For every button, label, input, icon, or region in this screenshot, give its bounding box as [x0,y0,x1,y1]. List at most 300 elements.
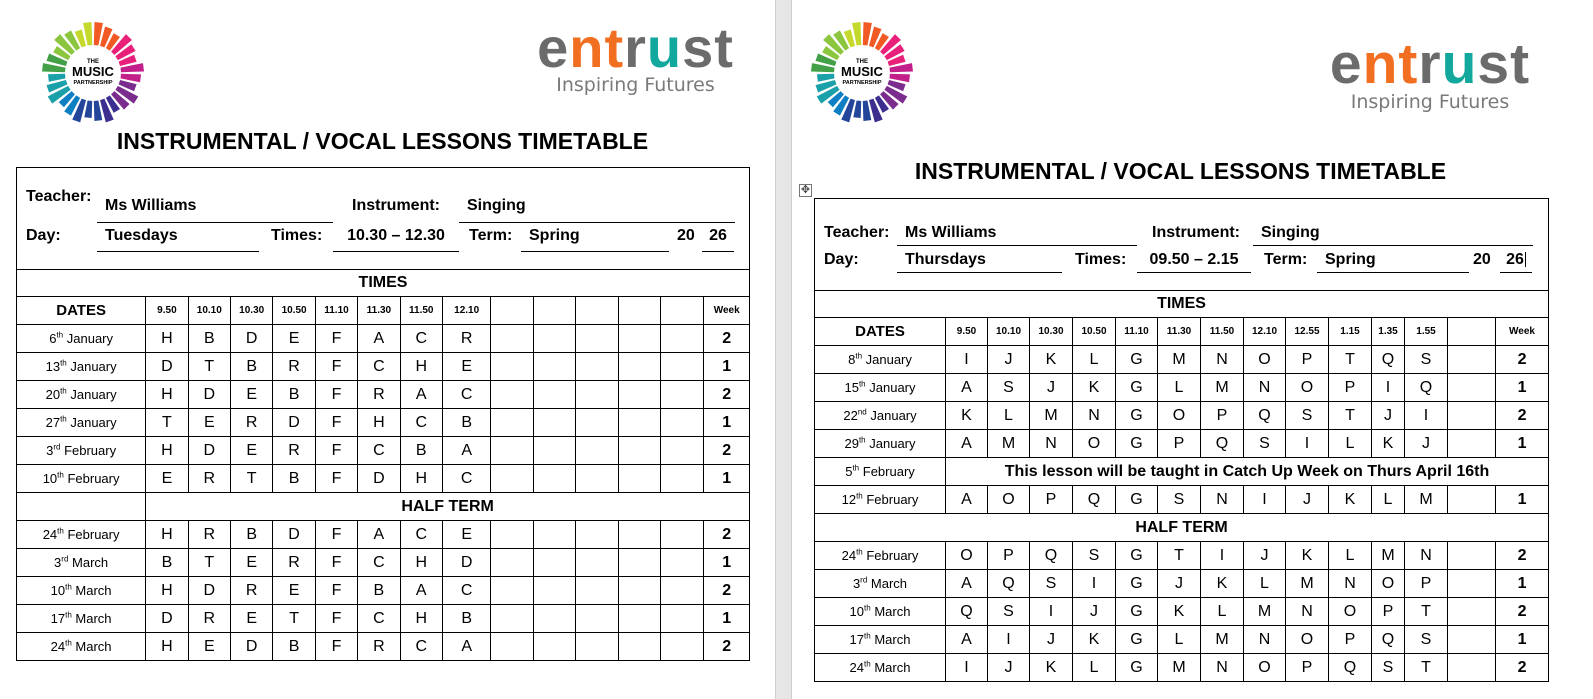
lesson-cell[interactable]: R [273,437,315,465]
lesson-cell[interactable]: A [946,626,988,654]
lesson-cell[interactable]: I [1073,570,1116,598]
lesson-cell[interactable]: P [1329,374,1372,402]
lesson-cell[interactable]: F [315,409,357,437]
lesson-cell[interactable]: O [1244,346,1286,374]
lesson-cell[interactable]: L [1372,486,1405,514]
lesson-cell[interactable]: J [988,654,1030,682]
lesson-cell[interactable]: N [1201,654,1244,682]
lesson-cell[interactable]: G [1116,626,1158,654]
lesson-cell[interactable] [660,465,703,493]
day-value[interactable]: Thursdays [897,251,1062,273]
lesson-cell[interactable]: G [1116,374,1158,402]
lesson-cell[interactable]: S [1244,430,1286,458]
lesson-cell[interactable]: M [1372,542,1405,570]
lesson-cell[interactable] [491,549,533,577]
lesson-cell[interactable]: L [1158,374,1201,402]
lesson-cell[interactable]: R [358,633,400,661]
lesson-cell[interactable]: E [231,605,273,633]
lesson-cell[interactable]: R [358,381,400,409]
lesson-cell[interactable] [576,381,618,409]
lesson-cell[interactable]: T [146,409,188,437]
times-value[interactable]: 10.30 – 12.30 [333,227,459,252]
lesson-cell[interactable]: R [231,409,273,437]
lesson-cell[interactable]: A [400,577,442,605]
lesson-cell[interactable]: S [1158,486,1201,514]
lesson-cell[interactable]: T [273,605,315,633]
lesson-cell[interactable]: D [231,633,273,661]
lesson-cell[interactable]: L [1244,570,1286,598]
lesson-cell[interactable]: K [1073,626,1116,654]
lesson-cell[interactable]: I [946,346,988,374]
lesson-cell[interactable]: L [1329,542,1372,570]
lesson-cell[interactable] [660,437,703,465]
lesson-cell[interactable]: O [946,542,988,570]
lesson-cell[interactable] [491,437,533,465]
lesson-cell[interactable]: R [231,577,273,605]
lesson-cell[interactable]: A [358,521,400,549]
lesson-cell[interactable]: Q [988,570,1030,598]
date-cell: 13th January [17,353,146,381]
lesson-cell[interactable]: B [231,353,273,381]
year-suffix[interactable]: 26 [702,227,734,252]
lesson-cell[interactable] [491,633,533,661]
lesson-cell[interactable]: H [400,549,442,577]
lesson-cell[interactable]: P [1286,654,1329,682]
lesson-cell[interactable]: L [1073,654,1116,682]
lesson-cell[interactable] [1448,654,1496,682]
lesson-cell[interactable]: J [1158,570,1201,598]
date-cell: 24th March [17,633,146,661]
lesson-cell[interactable] [618,409,660,437]
lesson-cell[interactable]: B [146,549,188,577]
lesson-cell[interactable]: C [442,577,490,605]
lesson-cell[interactable]: S [1030,570,1073,598]
lesson-cell[interactable]: R [188,605,230,633]
lesson-cell[interactable]: T [1158,542,1201,570]
lesson-cell[interactable]: P [1329,626,1372,654]
lesson-cell[interactable]: I [1372,374,1405,402]
lesson-cell[interactable] [576,521,618,549]
lesson-cell[interactable]: E [231,437,273,465]
lesson-cell[interactable]: E [273,325,315,353]
lesson-cell[interactable] [1448,346,1496,374]
lesson-cell[interactable]: F [315,381,357,409]
lesson-cell[interactable]: M [988,430,1030,458]
lesson-cell[interactable]: O [1286,626,1329,654]
lesson-cell[interactable] [576,577,618,605]
lesson-cell[interactable]: I [946,654,988,682]
lesson-cell[interactable]: R [442,325,490,353]
lesson-cell[interactable]: C [400,409,442,437]
lesson-cell[interactable]: F [315,437,357,465]
lesson-cell[interactable]: T [1329,402,1372,430]
lesson-cell[interactable]: F [315,633,357,661]
lesson-cell[interactable]: F [315,521,357,549]
lesson-cell[interactable]: R [188,521,230,549]
lesson-cell[interactable]: M [1158,346,1201,374]
lesson-cell[interactable]: N [1030,430,1073,458]
lesson-cell[interactable] [618,577,660,605]
lesson-cell[interactable] [618,549,660,577]
lesson-cell[interactable]: O [988,486,1030,514]
lesson-cell[interactable]: E [188,633,230,661]
lesson-cell[interactable]: M [1158,654,1201,682]
lesson-cell[interactable]: S [1405,346,1448,374]
lesson-cell[interactable]: K [1158,598,1201,626]
lesson-cell[interactable]: H [146,521,188,549]
lesson-cell[interactable]: B [442,409,490,437]
page-gap [775,0,792,699]
lesson-cell[interactable] [660,353,703,381]
lesson-cell[interactable]: L [1158,626,1201,654]
lesson-cell[interactable] [533,381,575,409]
lesson-cell[interactable]: G [1116,486,1158,514]
lesson-cell[interactable]: O [1329,598,1372,626]
lesson-cell[interactable]: R [188,465,230,493]
lesson-cell[interactable]: T [188,353,230,381]
lesson-cell[interactable]: L [1201,598,1244,626]
date-cell: 15th January [815,374,946,402]
lesson-cell[interactable]: T [188,549,230,577]
lesson-cell[interactable] [576,437,618,465]
lesson-cell[interactable]: I [1405,402,1448,430]
lesson-cell[interactable] [576,605,618,633]
lesson-cell[interactable]: Q [1372,626,1405,654]
lesson-cell[interactable]: L [1073,346,1116,374]
lesson-cell[interactable]: G [1116,570,1158,598]
lesson-cell[interactable] [660,521,703,549]
lesson-cell[interactable]: J [1030,626,1073,654]
lesson-cell[interactable]: H [146,437,188,465]
table-move-handle-icon[interactable]: ✥ [800,184,811,196]
lesson-cell[interactable] [660,381,703,409]
lesson-cell[interactable]: K [1286,542,1329,570]
lesson-cell[interactable] [618,605,660,633]
lesson-cell[interactable]: A [400,381,442,409]
lesson-cell[interactable]: A [442,437,490,465]
lesson-cell[interactable]: K [1372,430,1405,458]
lesson-cell[interactable] [618,353,660,381]
lesson-cell[interactable]: R [273,353,315,381]
lesson-cell[interactable]: I [988,626,1030,654]
lesson-cell[interactable]: C [442,465,490,493]
lesson-cell[interactable]: H [400,605,442,633]
lesson-cell[interactable] [491,381,533,409]
lesson-cell[interactable]: K [1030,654,1073,682]
times-value[interactable]: 09.50 – 2.15 [1137,251,1251,273]
lesson-cell[interactable] [533,409,575,437]
lesson-cell[interactable]: N [1405,542,1448,570]
lesson-cell[interactable] [660,633,703,661]
lesson-cell[interactable] [618,633,660,661]
lesson-cell[interactable] [1448,430,1496,458]
lesson-cell[interactable]: B [273,381,315,409]
lesson-cell[interactable]: I [1286,430,1329,458]
lesson-cell[interactable]: M [1286,570,1329,598]
lesson-cell[interactable]: A [946,570,988,598]
week-cell: 2 [704,325,750,353]
lesson-cell[interactable]: C [358,549,400,577]
lesson-cell[interactable]: C [358,437,400,465]
lesson-cell[interactable] [576,465,618,493]
lesson-cell[interactable]: F [315,549,357,577]
lesson-cell[interactable]: C [400,633,442,661]
lesson-cell[interactable]: D [442,549,490,577]
lesson-cell[interactable]: N [1073,402,1116,430]
lesson-cell[interactable]: B [231,521,273,549]
day-value[interactable]: Tuesdays [97,227,259,252]
lesson-cell[interactable] [533,325,575,353]
lesson-cell[interactable]: S [1372,654,1405,682]
lesson-cell[interactable]: A [442,633,490,661]
lesson-cell[interactable]: A [946,486,988,514]
lesson-cell[interactable]: B [358,577,400,605]
lesson-cell[interactable] [1448,374,1496,402]
lesson-cell[interactable]: J [1405,430,1448,458]
lesson-cell[interactable] [491,465,533,493]
lesson-cell[interactable]: T [1329,346,1372,374]
lesson-cell[interactable]: F [315,605,357,633]
lesson-cell[interactable]: D [146,605,188,633]
lesson-cell[interactable]: H [146,633,188,661]
lesson-cell[interactable] [533,353,575,381]
lesson-cell[interactable]: Q [946,598,988,626]
lesson-cell[interactable]: O [1158,402,1201,430]
lesson-cell[interactable]: S [1405,626,1448,654]
lesson-cell[interactable]: M [1030,402,1073,430]
lesson-cell[interactable] [618,521,660,549]
lesson-cell[interactable]: P [1286,346,1329,374]
lesson-cell[interactable]: E [442,521,490,549]
lesson-cell[interactable]: G [1116,430,1158,458]
lesson-cell[interactable]: E [188,409,230,437]
lesson-cell[interactable]: H [146,381,188,409]
lesson-cell[interactable]: C [358,353,400,381]
lesson-cell[interactable]: P [1405,570,1448,598]
lesson-cell[interactable] [533,577,575,605]
lesson-cell[interactable]: H [146,577,188,605]
lesson-cell[interactable]: H [400,353,442,381]
lesson-cell[interactable]: D [273,409,315,437]
lesson-cell[interactable]: N [1244,626,1286,654]
lesson-cell[interactable]: F [315,465,357,493]
lesson-cell[interactable]: Q [1405,374,1448,402]
lesson-cell[interactable] [576,353,618,381]
week-cell: 2 [704,633,750,661]
lesson-cell[interactable]: D [273,521,315,549]
lesson-cell[interactable] [491,325,533,353]
lesson-cell[interactable]: G [1116,542,1158,570]
lesson-cell[interactable]: Q [1201,430,1244,458]
lesson-cell[interactable] [576,549,618,577]
lesson-cell[interactable]: B [188,325,230,353]
lesson-cell[interactable] [533,437,575,465]
lesson-cell[interactable]: E [231,549,273,577]
lesson-cell[interactable]: J [988,346,1030,374]
lesson-cell[interactable]: R [273,549,315,577]
lesson-cell[interactable]: E [442,353,490,381]
lesson-cell[interactable]: Q [1244,402,1286,430]
lesson-cell[interactable]: O [1244,654,1286,682]
lesson-cell[interactable]: A [946,374,988,402]
lesson-cell[interactable]: G [1116,654,1158,682]
lesson-cell[interactable] [660,549,703,577]
lesson-cell[interactable]: J [1030,374,1073,402]
lesson-cell[interactable]: M [1201,374,1244,402]
lesson-cell[interactable]: A [946,430,988,458]
time-slot-header [576,297,618,325]
lesson-cell[interactable] [533,521,575,549]
week-cell: 2 [1496,654,1549,682]
times-label: Times: [1075,251,1127,268]
lesson-cell[interactable]: I [1244,486,1286,514]
lesson-cell[interactable] [533,465,575,493]
lesson-cell[interactable]: H [146,325,188,353]
lesson-cell[interactable]: Q [1329,654,1372,682]
lesson-cell[interactable]: H [400,465,442,493]
lesson-cell[interactable]: K [946,402,988,430]
lesson-cell[interactable]: N [1244,374,1286,402]
lesson-cell[interactable]: N [1201,346,1244,374]
lesson-cell[interactable] [491,353,533,381]
lesson-cell[interactable]: O [1372,570,1405,598]
lesson-cell[interactable]: C [400,521,442,549]
lesson-cell[interactable]: D [188,577,230,605]
lesson-cell[interactable] [660,577,703,605]
lesson-cell[interactable]: F [315,325,357,353]
lesson-cell[interactable]: B [442,605,490,633]
lesson-cell[interactable]: D [146,353,188,381]
date-cell: 10th March [17,577,146,605]
lesson-cell[interactable] [1448,402,1496,430]
lesson-cell[interactable]: M [1201,626,1244,654]
lesson-cell[interactable]: B [273,633,315,661]
time-slot-header: 10.10 [188,297,230,325]
lesson-cell[interactable]: B [400,437,442,465]
lesson-cell[interactable]: K [1073,374,1116,402]
lesson-cell[interactable]: F [315,577,357,605]
year-prefix: 20 [1473,251,1491,268]
lesson-cell[interactable]: G [1116,402,1158,430]
lesson-cell[interactable]: E [273,577,315,605]
lesson-cell[interactable]: K [1030,346,1073,374]
term-value[interactable]: Spring [521,227,669,252]
lesson-cell[interactable] [1448,598,1496,626]
teacher-value[interactable]: Ms Williams [897,224,1137,246]
lesson-cell[interactable]: A [358,325,400,353]
lesson-cell[interactable] [533,549,575,577]
lesson-cell[interactable]: M [1244,598,1286,626]
lesson-cell[interactable]: T [231,465,273,493]
lesson-cell[interactable]: T [1405,654,1448,682]
lesson-cell[interactable] [533,633,575,661]
lesson-cell[interactable] [491,409,533,437]
lesson-cell[interactable]: C [400,325,442,353]
lesson-cell[interactable]: S [1073,542,1116,570]
year-suffix[interactable]: 26 [1500,251,1532,273]
lesson-cell[interactable]: J [1244,542,1286,570]
lesson-cell[interactable]: L [988,402,1030,430]
lesson-cell[interactable]: G [1116,598,1158,626]
lesson-cell[interactable]: N [1201,486,1244,514]
lesson-cell[interactable]: C [358,605,400,633]
lesson-cell[interactable] [491,521,533,549]
instrument-value[interactable]: Singing [1253,224,1533,246]
lesson-cell[interactable]: P [988,542,1030,570]
lesson-cell[interactable]: K [1329,486,1372,514]
lesson-cell[interactable] [618,381,660,409]
lesson-cell[interactable]: O [1073,430,1116,458]
week-cell: 1 [704,549,750,577]
lesson-cell[interactable]: K [1201,570,1244,598]
lesson-cell[interactable] [660,409,703,437]
lesson-cell[interactable] [491,577,533,605]
table-row [17,353,750,381]
lesson-cell[interactable] [1448,542,1496,570]
lesson-cell[interactable]: H [358,409,400,437]
lesson-cell[interactable] [660,605,703,633]
lesson-cell[interactable] [533,605,575,633]
lesson-cell[interactable]: I [1201,542,1244,570]
instrument-value[interactable]: Singing [459,197,735,223]
lesson-cell[interactable]: N [1286,598,1329,626]
lesson-cell[interactable]: B [273,465,315,493]
lesson-cell[interactable]: D [358,465,400,493]
lesson-cell[interactable]: Q [1073,486,1116,514]
lesson-cell[interactable] [491,605,533,633]
lesson-cell[interactable]: Q [1372,346,1405,374]
lesson-cell[interactable]: P [1372,598,1405,626]
lesson-cell[interactable] [1448,626,1496,654]
lesson-cell[interactable] [618,437,660,465]
lesson-cell[interactable]: C [442,381,490,409]
lesson-cell[interactable]: L [1329,430,1372,458]
lesson-cell[interactable]: S [988,374,1030,402]
lesson-cell[interactable]: I [1030,598,1073,626]
term-value[interactable]: Spring [1317,251,1469,273]
lesson-cell[interactable]: D [188,381,230,409]
lesson-cell[interactable]: J [1372,402,1405,430]
teacher-value[interactable]: Ms Williams [97,197,333,223]
lesson-cell[interactable]: T [1405,598,1448,626]
lesson-cell[interactable]: F [315,353,357,381]
lesson-cell[interactable]: P [1201,402,1244,430]
lesson-cell[interactable] [576,325,618,353]
lesson-cell[interactable] [1448,486,1496,514]
lesson-cell[interactable] [618,325,660,353]
lesson-cell[interactable]: G [1116,346,1158,374]
lesson-cell[interactable]: J [1286,486,1329,514]
lesson-cell[interactable]: D [231,325,273,353]
lesson-cell[interactable] [576,633,618,661]
lesson-cell[interactable]: Q [1030,542,1073,570]
lesson-cell[interactable] [660,325,703,353]
lesson-cell[interactable] [1448,570,1496,598]
lesson-cell[interactable]: M [1405,486,1448,514]
lesson-cell[interactable]: S [1286,402,1329,430]
lesson-cell[interactable]: P [1158,430,1201,458]
lesson-cell[interactable]: D [188,437,230,465]
lesson-cell[interactable]: J [1073,598,1116,626]
lesson-cell[interactable]: E [231,381,273,409]
lesson-cell[interactable]: E [146,465,188,493]
lesson-cell[interactable]: O [1286,374,1329,402]
lesson-cell[interactable]: N [1329,570,1372,598]
lesson-cell[interactable] [576,409,618,437]
lesson-cell[interactable] [618,465,660,493]
lesson-cell[interactable]: S [988,598,1030,626]
lesson-cell[interactable]: P [1030,486,1073,514]
